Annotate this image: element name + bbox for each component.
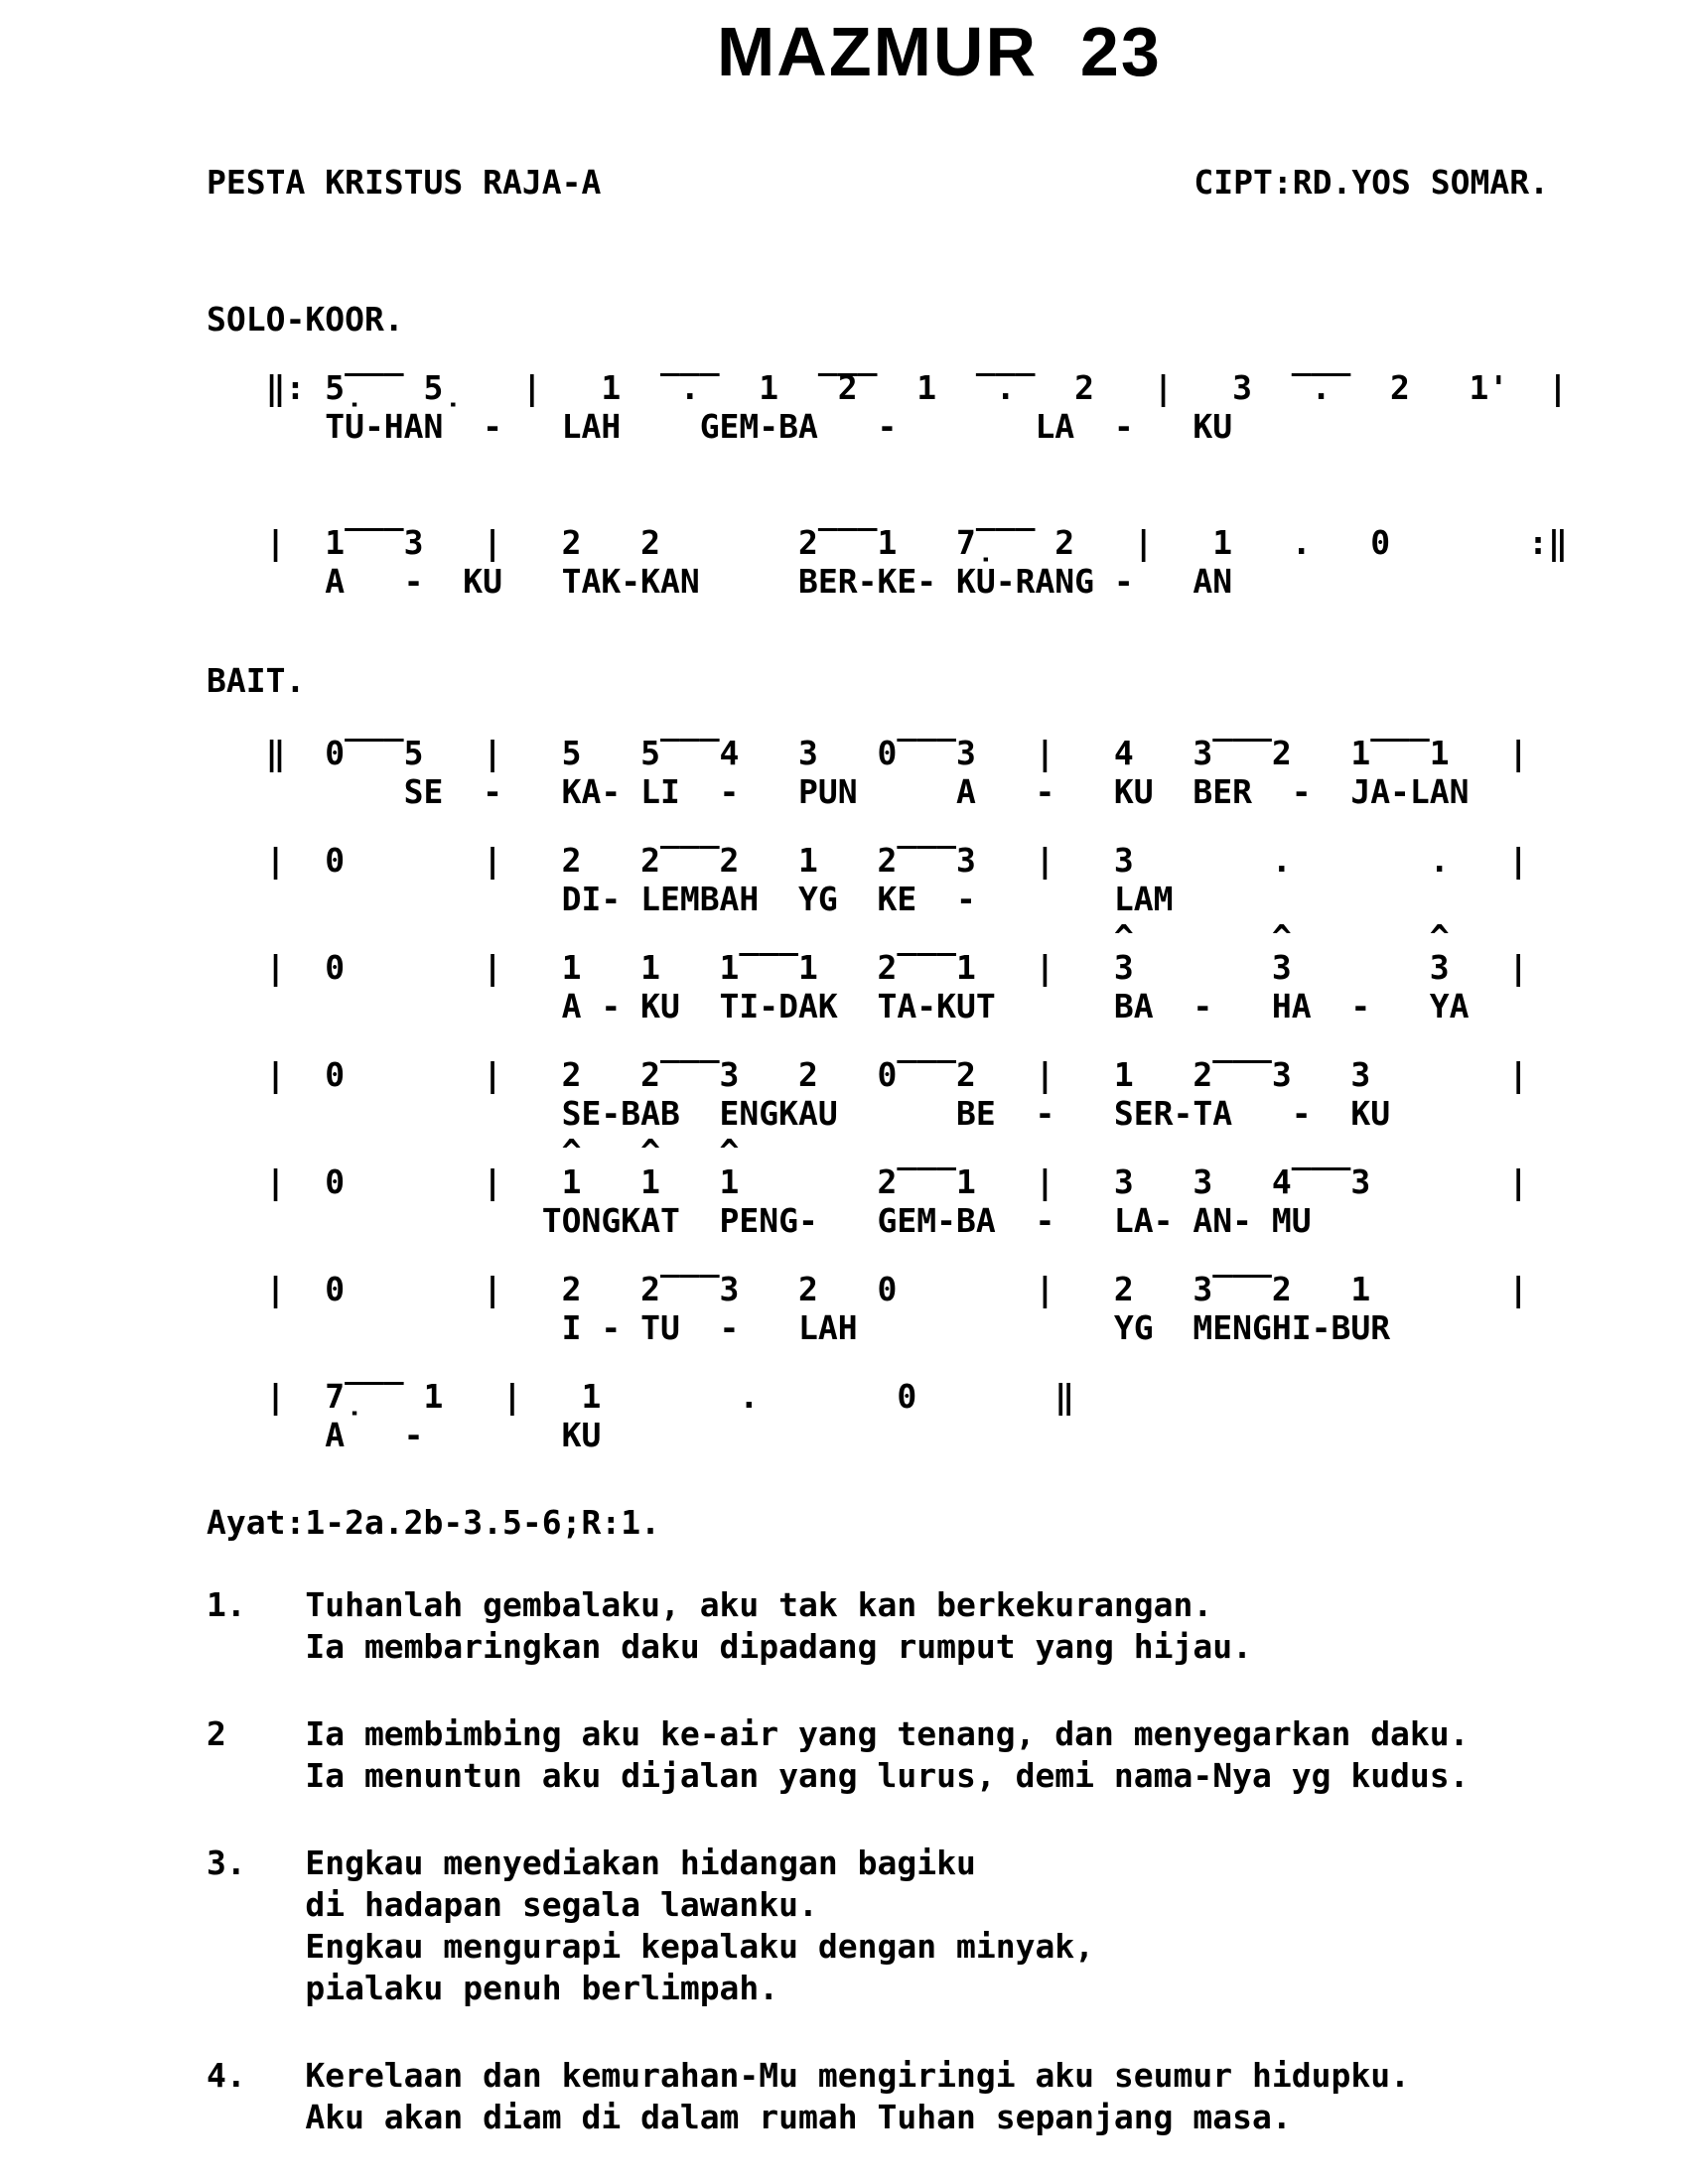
verse-line: pialaku penuh berlimpah. bbox=[207, 1969, 779, 2007]
verse-4 bbox=[207, 2055, 1597, 2138]
notation-system-bait-7 bbox=[207, 1346, 1597, 1455]
verse-3 bbox=[207, 1843, 1597, 2009]
overline-row: ___ ___ ___ bbox=[207, 1024, 1272, 1063]
header-row bbox=[207, 163, 1549, 203]
notes-row: | 0 | 2 2 3 2 0 2 | 1 2 3 3 | bbox=[207, 1055, 1529, 1094]
verse-line: Ia membaringkan daku dipadang rumput yang hijau. bbox=[207, 1627, 1252, 1666]
page-title: MAZMUR 23 bbox=[717, 13, 1162, 90]
lyrics-row: A - KU bbox=[207, 1416, 602, 1454]
feast-label: PESTA KRISTUS RAJA-A bbox=[207, 163, 602, 202]
verse-line: di hadapan segala lawanku. bbox=[207, 1885, 818, 1924]
verse-line: 4. Kerelaan dan kemurahan-Mu mengiringi aku seumur hidupku. bbox=[207, 2056, 1410, 2095]
notation-system-bait-5 bbox=[207, 1132, 1597, 1241]
verse-line: Ia menuntun aku dijalan yang lurus, demi nama-Nya yg kudus. bbox=[207, 1756, 1470, 1795]
notes-row: | 0 | 1 1 1 1 2 1 | 3 3 3 | bbox=[207, 948, 1529, 987]
verse-line: 1. Tuhanlah gembalaku, aku tak kan berkekurangan. bbox=[207, 1585, 1213, 1624]
lyrics-row: TU-HAN - LAH GEM-BA - LA - KU bbox=[207, 407, 1233, 446]
notation-system-bait-4 bbox=[207, 1024, 1597, 1134]
lyrics-row: SE-BAB ENGKAU BE - SER-TA - KU bbox=[207, 1094, 1391, 1133]
notes-row: | 0 | 1 1 1 2 1 | 3 3 4 3 | bbox=[207, 1162, 1529, 1201]
ayat-heading: Ayat:1-2a.2b-3.5-6;R:1. bbox=[207, 1503, 660, 1542]
verse-2 bbox=[207, 1713, 1597, 1797]
notes-row: | 7̣ 1 | 1 . 0 ‖ bbox=[207, 1377, 1075, 1416]
lyrics-row: DI- LEMBAH YG KE - LAM bbox=[207, 880, 1174, 918]
bait-label: BAIT. bbox=[207, 661, 306, 700]
verse-line: 3. Engkau menyediakan hidangan bagiku bbox=[207, 1843, 976, 1882]
composer-credit: CIPT:RD.YOS SOMAR. bbox=[1193, 163, 1549, 202]
notation-system-bait-6 bbox=[207, 1239, 1597, 1348]
overline-row: ___ ___ ___ bbox=[207, 492, 1036, 531]
notes-row: | 0 | 2 2 3 2 0 | 2 3 2 1 | bbox=[207, 1270, 1529, 1308]
notation-system-bait-2 bbox=[207, 810, 1597, 919]
verse-line: Aku akan diam di dalam rumah Tuhan sepanjang masa. bbox=[207, 2098, 1292, 2136]
notation-system-bait-1 bbox=[207, 703, 1597, 812]
notation-system-solo-1 bbox=[207, 338, 1597, 447]
overline-row: ___ ___ ___ ___ ___ bbox=[207, 338, 1351, 376]
overline-caret-row: ___ ___ ^ ^ ^ bbox=[207, 917, 1450, 956]
overline-row: ___ ___ ___ ___ ___ bbox=[207, 703, 1430, 742]
notation-system-bait-3 bbox=[207, 917, 1597, 1026]
lyrics-row: I - TU - LAH YG MENGHI-BUR bbox=[207, 1308, 1391, 1347]
lyrics-row: A - KU TAK-KAN BER-KE- KU-RANG - AN bbox=[207, 562, 1233, 601]
lyrics-row: TONGKAT PENG- GEM-BA - LA- AN- MU bbox=[207, 1201, 1312, 1240]
solo-koor-label: SOLO-KOOR. bbox=[207, 300, 404, 339]
lyrics-row: SE - KA- LI - PUN A - KU BER - JA-LAN bbox=[207, 772, 1470, 811]
verse-line: Engkau mengurapi kepalaku dengan minyak, bbox=[207, 1927, 1095, 1966]
lyrics-row: A - KU TI-DAK TA-KUT BA - HA - YA bbox=[207, 987, 1470, 1025]
notes-row: | 0 | 2 2 2 1 2 3 | 3 . . | bbox=[207, 841, 1529, 880]
overline-row: ___ ___ bbox=[207, 810, 956, 849]
overline-row: ___ ___ bbox=[207, 1239, 1272, 1278]
verse-1 bbox=[207, 1584, 1597, 1668]
notes-row: ‖: 5̣ 5̣ | 1 . 1 2 1 . 2 | 3 . 2 1' | bbox=[207, 368, 1568, 407]
notes-row: | 1 3 | 2 2 2 1 7̣ 2 | 1 . 0 :‖ bbox=[207, 523, 1568, 562]
notation-system-solo-2 bbox=[207, 492, 1597, 602]
sheet-content bbox=[207, 163, 1597, 2184]
overline-row: ___ bbox=[207, 1346, 404, 1385]
overline-caret-row: ^ ^ ^ ___ ___ bbox=[207, 1132, 1351, 1170]
notes-row: ‖ 0 5 | 5 5 4 3 0 3 | 4 3 2 1 1 | bbox=[207, 734, 1529, 772]
verses-block bbox=[207, 1584, 1597, 2138]
verse-line: 2 Ia membimbing aku ke-air yang tenang, dan menyegarkan daku. bbox=[207, 1714, 1470, 1753]
